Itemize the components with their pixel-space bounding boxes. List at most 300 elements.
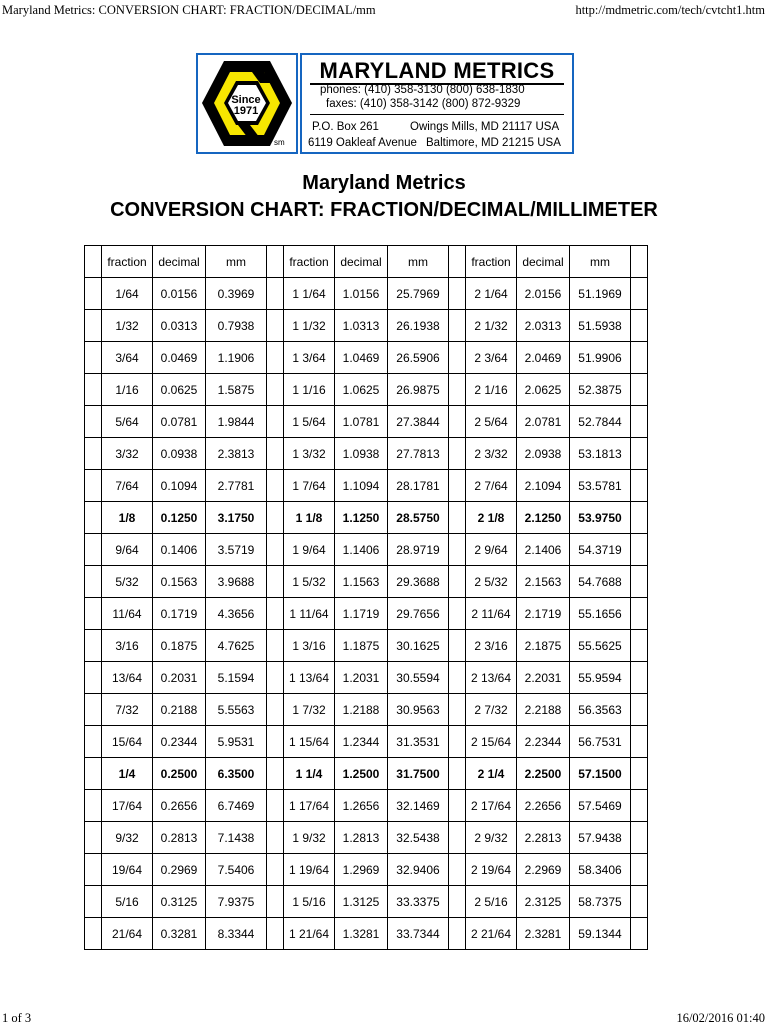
spacer-cell [631, 502, 648, 534]
column-header-fraction: fraction [466, 246, 517, 278]
spacer-cell [85, 886, 102, 918]
cell-mm: 52.7844 [570, 406, 631, 438]
cell-decimal: 2.3281 [517, 918, 570, 950]
cell-decimal: 2.0625 [517, 374, 570, 406]
spacer-cell [449, 246, 466, 278]
cell-mm: 7.5406 [206, 854, 267, 886]
spacer-cell [267, 502, 284, 534]
spacer-cell [449, 662, 466, 694]
logo-emblem [196, 53, 298, 154]
cell-fraction: 1 13/64 [284, 662, 335, 694]
cell-decimal: 2.2031 [517, 662, 570, 694]
city-baltimore: Baltimore, MD 21215 USA [426, 137, 561, 149]
cell-decimal: 0.1406 [153, 534, 206, 566]
cell-decimal: 2.0313 [517, 310, 570, 342]
table-row [85, 790, 648, 822]
spacer-cell [631, 470, 648, 502]
cell-mm: 26.5906 [388, 342, 449, 374]
cell-fraction: 1 3/64 [284, 342, 335, 374]
cell-fraction: 2 13/64 [466, 662, 517, 694]
spacer-cell [631, 406, 648, 438]
spacer-cell [267, 694, 284, 726]
cell-decimal: 1.0313 [335, 310, 388, 342]
column-header-fraction: fraction [102, 246, 153, 278]
cell-mm: 57.5469 [570, 790, 631, 822]
cell-fraction: 5/16 [102, 886, 153, 918]
faxes-line: faxes: (410) 358-3142 (800) 872-9329 [326, 98, 521, 110]
spacer-cell [449, 342, 466, 374]
cell-mm: 6.3500 [206, 758, 267, 790]
cell-decimal: 0.1250 [153, 502, 206, 534]
table-row [85, 726, 648, 758]
cell-fraction: 2 1/8 [466, 502, 517, 534]
table-row [85, 310, 648, 342]
table-row [85, 886, 648, 918]
cell-fraction: 2 5/16 [466, 886, 517, 918]
table-row [85, 374, 648, 406]
cell-fraction: 1/8 [102, 502, 153, 534]
spacer-cell [85, 854, 102, 886]
spacer-cell [85, 534, 102, 566]
cell-decimal: 2.0781 [517, 406, 570, 438]
cell-mm: 28.1781 [388, 470, 449, 502]
cell-fraction: 1 11/64 [284, 598, 335, 630]
logo-contact-box [300, 53, 574, 154]
cell-decimal: 1.2969 [335, 854, 388, 886]
cell-mm: 29.3688 [388, 566, 449, 598]
print-footer-date: 16/02/2016 01:40 [676, 1011, 765, 1025]
cell-mm: 8.3344 [206, 918, 267, 950]
spacer-cell [631, 278, 648, 310]
cell-mm: 31.7500 [388, 758, 449, 790]
cell-fraction: 2 1/4 [466, 758, 517, 790]
table-row [85, 278, 648, 310]
cell-decimal: 2.3125 [517, 886, 570, 918]
table-row [85, 502, 648, 534]
spacer-cell [449, 566, 466, 598]
print-footer-page: 1 of 3 [2, 1011, 32, 1025]
cell-decimal: 0.2500 [153, 758, 206, 790]
cell-decimal: 0.3281 [153, 918, 206, 950]
cell-fraction: 15/64 [102, 726, 153, 758]
cell-decimal: 0.2344 [153, 726, 206, 758]
cell-mm: 55.9594 [570, 662, 631, 694]
column-header-decimal: decimal [335, 246, 388, 278]
cell-mm: 2.3813 [206, 438, 267, 470]
cell-mm: 4.3656 [206, 598, 267, 630]
cell-mm: 58.7375 [570, 886, 631, 918]
table-row [85, 470, 648, 502]
spacer-cell [267, 374, 284, 406]
cell-mm: 7.1438 [206, 822, 267, 854]
table-row [85, 918, 648, 950]
phones-line: phones: (410) 358-3130 (800) 638-1830 [320, 84, 525, 96]
cell-decimal: 2.2969 [517, 854, 570, 886]
spacer-cell [267, 566, 284, 598]
spacer-cell [631, 534, 648, 566]
spacer-cell [631, 918, 648, 950]
cell-fraction: 3/32 [102, 438, 153, 470]
spacer-cell [85, 630, 102, 662]
cell-decimal: 1.1250 [335, 502, 388, 534]
company-name: MARYLAND METRICS [319, 58, 555, 83]
cell-decimal: 2.0469 [517, 342, 570, 374]
spacer-cell [85, 342, 102, 374]
cell-decimal: 2.2344 [517, 726, 570, 758]
spacer-cell [631, 342, 648, 374]
spacer-cell [631, 694, 648, 726]
cell-decimal: 2.0938 [517, 438, 570, 470]
since-label: Since 1971 [231, 94, 261, 117]
spacer-cell [85, 310, 102, 342]
cell-fraction: 11/64 [102, 598, 153, 630]
cell-mm: 51.5938 [570, 310, 631, 342]
spacer-cell [631, 662, 648, 694]
cell-mm: 30.5594 [388, 662, 449, 694]
cell-mm: 4.7625 [206, 630, 267, 662]
column-header-fraction: fraction [284, 246, 335, 278]
spacer-cell [267, 758, 284, 790]
spacer-cell [267, 822, 284, 854]
cell-mm: 33.7344 [388, 918, 449, 950]
table-row [85, 662, 648, 694]
cell-decimal: 2.2188 [517, 694, 570, 726]
cell-mm: 52.3875 [570, 374, 631, 406]
cell-mm: 30.1625 [388, 630, 449, 662]
cell-fraction: 1 19/64 [284, 854, 335, 886]
cell-fraction: 1 3/32 [284, 438, 335, 470]
city-owings-mills: Owings Mills, MD 21117 USA [410, 121, 560, 133]
table-row [85, 854, 648, 886]
cell-mm: 6.7469 [206, 790, 267, 822]
table-row [85, 630, 648, 662]
cell-mm: 32.5438 [388, 822, 449, 854]
column-header-decimal: decimal [517, 246, 570, 278]
cell-fraction: 2 19/64 [466, 854, 517, 886]
cell-mm: 2.7781 [206, 470, 267, 502]
cell-mm: 25.7969 [388, 278, 449, 310]
column-header-decimal: decimal [153, 246, 206, 278]
cell-fraction: 19/64 [102, 854, 153, 886]
spacer-cell [631, 790, 648, 822]
cell-decimal: 1.2031 [335, 662, 388, 694]
cell-fraction: 2 3/16 [466, 630, 517, 662]
spacer-cell [631, 310, 648, 342]
spacer-cell [449, 694, 466, 726]
spacer-cell [85, 918, 102, 950]
cell-mm: 53.1813 [570, 438, 631, 470]
cell-decimal: 0.0313 [153, 310, 206, 342]
cell-decimal: 2.1250 [517, 502, 570, 534]
spacer-cell [267, 630, 284, 662]
cell-decimal: 2.1875 [517, 630, 570, 662]
table-row [85, 758, 648, 790]
cell-fraction: 1 1/32 [284, 310, 335, 342]
cell-fraction: 3/16 [102, 630, 153, 662]
spacer-cell [449, 470, 466, 502]
cell-mm: 54.3719 [570, 534, 631, 566]
cell-decimal: 0.0781 [153, 406, 206, 438]
column-header-mm: mm [570, 246, 631, 278]
cell-fraction: 2 17/64 [466, 790, 517, 822]
cell-decimal: 2.2656 [517, 790, 570, 822]
spacer-cell [85, 502, 102, 534]
cell-decimal: 1.3125 [335, 886, 388, 918]
cell-decimal: 2.1563 [517, 566, 570, 598]
cell-decimal: 2.1719 [517, 598, 570, 630]
cell-mm: 28.9719 [388, 534, 449, 566]
spacer-cell [267, 470, 284, 502]
cell-fraction: 2 9/64 [466, 534, 517, 566]
spacer-cell [267, 278, 284, 310]
spacer-cell [449, 918, 466, 950]
cell-decimal: 2.1094 [517, 470, 570, 502]
cell-fraction: 1 15/64 [284, 726, 335, 758]
cell-decimal: 1.2500 [335, 758, 388, 790]
spacer-cell [449, 790, 466, 822]
cell-mm: 5.5563 [206, 694, 267, 726]
cell-fraction: 1 7/64 [284, 470, 335, 502]
column-header-mm: mm [206, 246, 267, 278]
spacer-cell [267, 598, 284, 630]
spacer-cell [449, 854, 466, 886]
cell-decimal: 0.1719 [153, 598, 206, 630]
spacer-cell [449, 406, 466, 438]
spacer-cell [267, 886, 284, 918]
spacer-cell [631, 374, 648, 406]
cell-mm: 32.1469 [388, 790, 449, 822]
cell-fraction: 2 1/32 [466, 310, 517, 342]
cell-fraction: 1/32 [102, 310, 153, 342]
service-mark: sm [274, 138, 285, 147]
cell-decimal: 0.1094 [153, 470, 206, 502]
cell-mm: 53.5781 [570, 470, 631, 502]
spacer-cell [85, 694, 102, 726]
spacer-cell [631, 854, 648, 886]
cell-decimal: 1.0156 [335, 278, 388, 310]
spacer-cell [631, 726, 648, 758]
spacer-cell [85, 662, 102, 694]
street-address: 6119 Oakleaf Avenue [308, 137, 417, 149]
cell-fraction: 2 21/64 [466, 918, 517, 950]
cell-decimal: 1.2813 [335, 822, 388, 854]
spacer-cell [631, 566, 648, 598]
cell-mm: 7.9375 [206, 886, 267, 918]
cell-fraction: 2 9/32 [466, 822, 517, 854]
cell-mm: 28.5750 [388, 502, 449, 534]
cell-fraction: 2 7/64 [466, 470, 517, 502]
cell-fraction: 1 5/64 [284, 406, 335, 438]
cell-mm: 1.1906 [206, 342, 267, 374]
cell-mm: 3.9688 [206, 566, 267, 598]
cell-decimal: 2.2500 [517, 758, 570, 790]
cell-mm: 54.7688 [570, 566, 631, 598]
spacer-cell [449, 374, 466, 406]
cell-fraction: 2 11/64 [466, 598, 517, 630]
spacer-cell [267, 534, 284, 566]
cell-fraction: 1 9/64 [284, 534, 335, 566]
cell-mm: 51.1969 [570, 278, 631, 310]
cell-mm: 55.1656 [570, 598, 631, 630]
cell-mm: 0.3969 [206, 278, 267, 310]
cell-fraction: 3/64 [102, 342, 153, 374]
company-logo-block [196, 53, 574, 154]
spacer-cell [449, 534, 466, 566]
cell-decimal: 0.0625 [153, 374, 206, 406]
spacer-cell [85, 566, 102, 598]
spacer-cell [85, 406, 102, 438]
cell-mm: 57.1500 [570, 758, 631, 790]
cell-fraction: 2 3/64 [466, 342, 517, 374]
cell-mm: 27.3844 [388, 406, 449, 438]
spacer-cell [449, 598, 466, 630]
conversion-table [84, 245, 648, 950]
spacer-cell [267, 310, 284, 342]
cell-mm: 33.3375 [388, 886, 449, 918]
cell-decimal: 0.1563 [153, 566, 206, 598]
po-box: P.O. Box 261 [312, 121, 379, 133]
spacer-cell [267, 918, 284, 950]
spacer-cell [449, 758, 466, 790]
table-row [85, 534, 648, 566]
spacer-cell [631, 598, 648, 630]
cell-fraction: 1 5/16 [284, 886, 335, 918]
cell-decimal: 1.1719 [335, 598, 388, 630]
cell-fraction: 9/32 [102, 822, 153, 854]
cell-decimal: 2.2813 [517, 822, 570, 854]
table-row [85, 406, 648, 438]
cell-fraction: 5/32 [102, 566, 153, 598]
spacer-cell [85, 598, 102, 630]
cell-fraction: 21/64 [102, 918, 153, 950]
cell-fraction: 1 9/32 [284, 822, 335, 854]
cell-fraction: 1 1/16 [284, 374, 335, 406]
cell-fraction: 1 1/64 [284, 278, 335, 310]
spacer-cell [267, 854, 284, 886]
cell-fraction: 17/64 [102, 790, 153, 822]
header-row [85, 246, 648, 278]
cell-fraction: 1/16 [102, 374, 153, 406]
cell-mm: 55.5625 [570, 630, 631, 662]
spacer-cell [85, 470, 102, 502]
cell-mm: 58.3406 [570, 854, 631, 886]
table-row [85, 598, 648, 630]
table-row [85, 822, 648, 854]
cell-decimal: 0.1875 [153, 630, 206, 662]
cell-fraction: 2 1/16 [466, 374, 517, 406]
cell-fraction: 2 3/32 [466, 438, 517, 470]
cell-decimal: 0.3125 [153, 886, 206, 918]
cell-fraction: 2 1/64 [466, 278, 517, 310]
spacer-cell [631, 246, 648, 278]
spacer-cell [449, 822, 466, 854]
cell-mm: 31.3531 [388, 726, 449, 758]
cell-mm: 29.7656 [388, 598, 449, 630]
spacer-cell [267, 406, 284, 438]
spacer-cell [85, 374, 102, 406]
cell-fraction: 1 21/64 [284, 918, 335, 950]
spacer-cell [449, 726, 466, 758]
cell-mm: 5.1594 [206, 662, 267, 694]
cell-fraction: 1/64 [102, 278, 153, 310]
spacer-cell [631, 758, 648, 790]
cell-fraction: 1 1/8 [284, 502, 335, 534]
cell-mm: 32.9406 [388, 854, 449, 886]
spacer-cell [85, 278, 102, 310]
cell-fraction: 5/64 [102, 406, 153, 438]
spacer-cell [449, 630, 466, 662]
cell-decimal: 1.3281 [335, 918, 388, 950]
cell-mm: 51.9906 [570, 342, 631, 374]
cell-fraction: 2 5/32 [466, 566, 517, 598]
cell-decimal: 2.0156 [517, 278, 570, 310]
cell-decimal: 0.2813 [153, 822, 206, 854]
cell-decimal: 0.0156 [153, 278, 206, 310]
cell-mm: 56.7531 [570, 726, 631, 758]
cell-fraction: 1 17/64 [284, 790, 335, 822]
cell-fraction: 13/64 [102, 662, 153, 694]
cell-fraction: 2 15/64 [466, 726, 517, 758]
cell-mm: 5.9531 [206, 726, 267, 758]
spacer-cell [267, 662, 284, 694]
table-row [85, 694, 648, 726]
cell-decimal: 0.2031 [153, 662, 206, 694]
cell-mm: 57.9438 [570, 822, 631, 854]
cell-decimal: 1.0938 [335, 438, 388, 470]
spacer-cell [85, 790, 102, 822]
spacer-cell [631, 438, 648, 470]
spacer-cell [85, 758, 102, 790]
spacer-cell [85, 726, 102, 758]
spacer-cell [449, 438, 466, 470]
cell-fraction: 7/64 [102, 470, 153, 502]
cell-decimal: 1.1094 [335, 470, 388, 502]
cell-decimal: 0.2188 [153, 694, 206, 726]
cell-decimal: 1.2188 [335, 694, 388, 726]
cell-decimal: 1.0469 [335, 342, 388, 374]
cell-decimal: 1.0625 [335, 374, 388, 406]
spacer-cell [449, 502, 466, 534]
column-header-mm: mm [388, 246, 449, 278]
cell-decimal: 1.0781 [335, 406, 388, 438]
spacer-cell [449, 278, 466, 310]
cell-fraction: 1 7/32 [284, 694, 335, 726]
spacer-cell [267, 342, 284, 374]
spacer-cell [267, 790, 284, 822]
page-subtitle: CONVERSION CHART: FRACTION/DECIMAL/MILLIMETER [110, 199, 658, 221]
cell-decimal: 1.1563 [335, 566, 388, 598]
cell-fraction: 1 1/4 [284, 758, 335, 790]
cell-mm: 59.1344 [570, 918, 631, 950]
table-row [85, 566, 648, 598]
cell-mm: 26.1938 [388, 310, 449, 342]
cell-mm: 0.7938 [206, 310, 267, 342]
cell-mm: 3.5719 [206, 534, 267, 566]
cell-decimal: 1.1406 [335, 534, 388, 566]
spacer-cell [631, 822, 648, 854]
print-header-title: Maryland Metrics: CONVERSION CHART: FRACTION/DECIMAL/mm [2, 3, 376, 17]
cell-fraction: 2 5/64 [466, 406, 517, 438]
cell-fraction: 1 3/16 [284, 630, 335, 662]
cell-fraction: 2 7/32 [466, 694, 517, 726]
cell-mm: 56.3563 [570, 694, 631, 726]
spacer-cell [267, 726, 284, 758]
logo-divider-thin [310, 114, 564, 115]
table-row [85, 342, 648, 374]
cell-mm: 30.9563 [388, 694, 449, 726]
cell-decimal: 0.2656 [153, 790, 206, 822]
cell-mm: 27.7813 [388, 438, 449, 470]
